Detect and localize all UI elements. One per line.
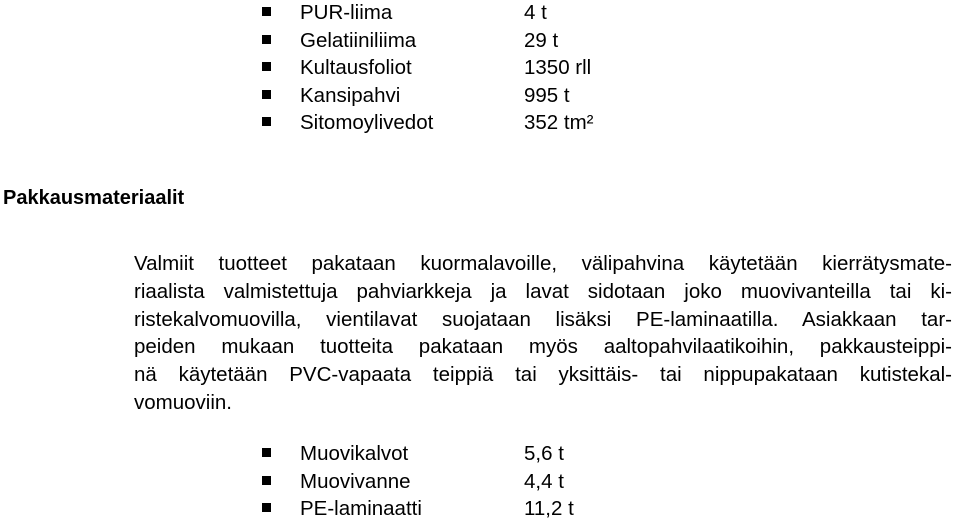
- item-quantity: 4,4 t: [524, 469, 564, 493]
- square-bullet-icon: [262, 117, 271, 126]
- paragraph-line: ristekalvomuovilla, vientilavat suojataan lisäksi PE-laminaatilla. Asiakkaan tar-: [134, 307, 952, 331]
- paragraph-line: nä käytetään PVC-vapaata teippiä tai yksittäis- tai nippupakataan kutistekal-: [134, 363, 952, 387]
- item-name: PE-laminaatti: [300, 497, 422, 520]
- item-quantity: 4 t: [524, 1, 547, 24]
- item-quantity: 1350 rll: [524, 56, 592, 79]
- item-quantity: 29 t: [524, 28, 559, 52]
- square-bullet-icon: [262, 476, 271, 485]
- item-quantity: 352 tm²: [524, 111, 594, 134]
- item-name: Gelatiiniliima: [300, 28, 417, 52]
- item-quantity: 5,6 t: [524, 442, 564, 465]
- square-bullet-icon: [262, 7, 271, 16]
- square-bullet-icon: [262, 503, 271, 512]
- square-bullet-icon: [262, 35, 271, 44]
- body-paragraph: [134, 250, 952, 417]
- paragraph-line: vomuoviin.: [134, 390, 232, 414]
- item-name: Muovivanne: [300, 469, 411, 493]
- paragraph-line: peiden mukaan tuotteita pakataan myös aaltopahvilaatikoihin, pakkausteippi-: [134, 335, 952, 359]
- item-name: Muovikalvot: [300, 442, 409, 465]
- square-bullet-icon: [262, 448, 271, 457]
- paragraph-line: riaalista valmistettuja pahviarkkeja ja lavat sidotaan joko muovivanteilla tai ki-: [134, 279, 952, 303]
- item-quantity: 995 t: [524, 83, 570, 107]
- section-heading: Pakkausmateriaalit: [3, 187, 185, 209]
- square-bullet-icon: [262, 90, 271, 99]
- item-name: Sitomoylivedot: [300, 111, 434, 134]
- item-quantity: 11,2 t: [524, 497, 574, 520]
- paragraph-line: Valmiit tuotteet pakataan kuormalavoille, välipahvina käytetään kierrätysmate-: [134, 252, 952, 275]
- item-name: Kansipahvi: [300, 83, 401, 107]
- item-name: Kultausfoliot: [300, 56, 412, 79]
- square-bullet-icon: [262, 62, 271, 71]
- item-name: PUR-liima: [300, 1, 393, 24]
